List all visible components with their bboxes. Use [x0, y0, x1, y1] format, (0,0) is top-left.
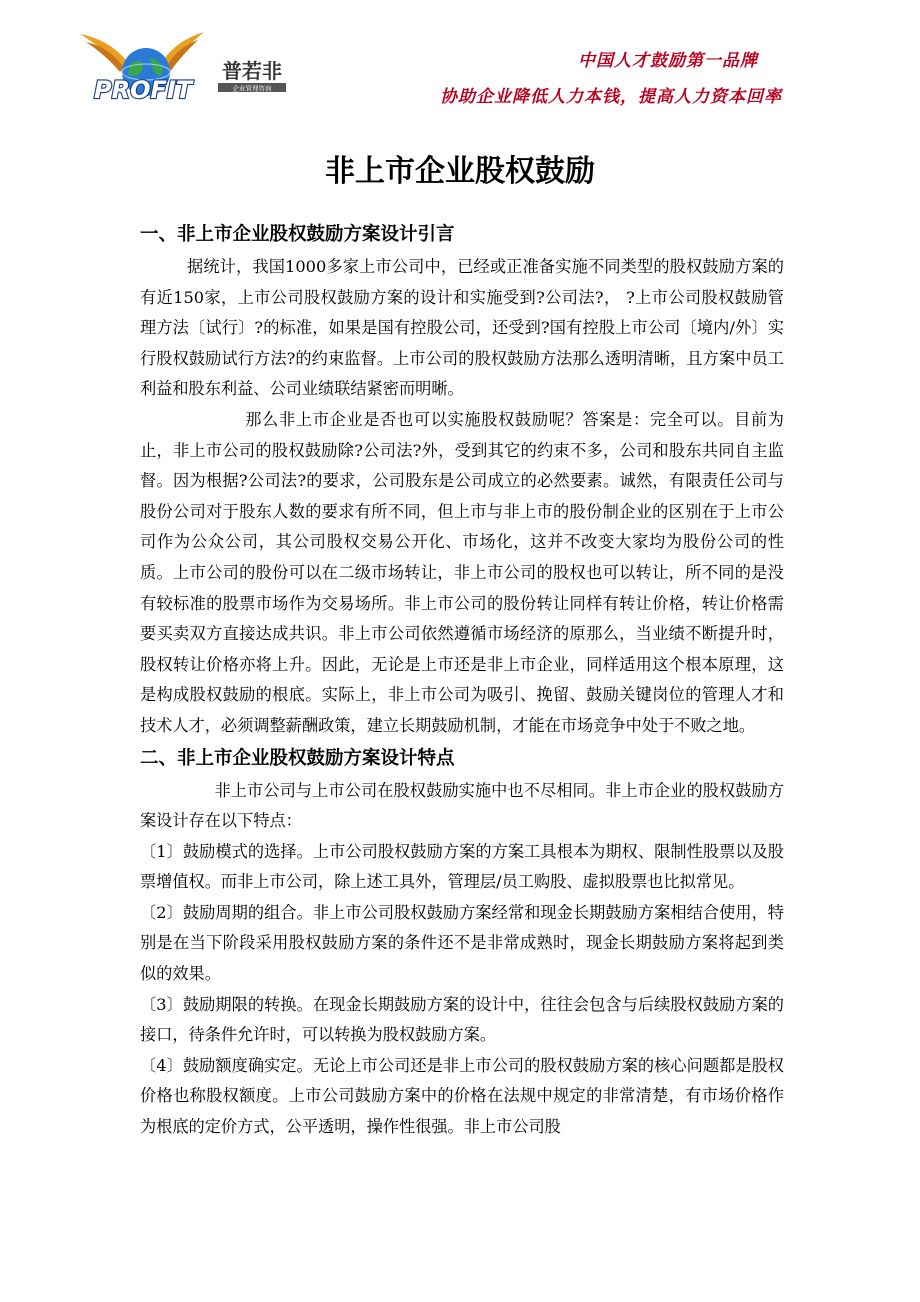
paragraph-features-intro: 非上市公司与上市公司在股权鼓励实施中也不尽相同。非上市企业的股权鼓励方案设计存在以下特点： [140, 780, 784, 831]
paragraph-feature-3: 〔3〕鼓励期限的转换。在现金长期鼓励方案的设计中，往往会包含与后续股权鼓励方案的接口，待条件允许时，可以转换为股权鼓励方案。 [140, 994, 784, 1045]
document-title: 非上市企业股权鼓励 [325, 154, 595, 189]
company-logo [72, 28, 302, 108]
paragraph-feature-2: 〔2〕鼓励周期的组合。非上市公司股权鼓励方案经常和现金长期鼓励方案相结合使用，特别是在当下阶段采用股权鼓励方案的条件还不是非常成熟时，现金长期鼓励方案将起到类似的效果。 [140, 902, 784, 984]
paragraph-feature-4: 〔4〕鼓励额度确实定。无论上市公司还是非上市公司的股权鼓励方案的核心问题都是股权价格也称股权额度。上市公司鼓励方案中的价格在法规中规定的非常清楚，有市场价格作为根底的定价方式，公平透明，操作性很强。非上市公司股 [140, 1055, 784, 1137]
paragraph-feature-1: 〔1〕鼓励模式的选择。上市公司股权鼓励方案的方案工具根本为期权、限制性股票以及股票增值权。而非上市公司，除上述工具外，管理层/员工购股、虚拟股票也比拟常见。 [140, 841, 784, 892]
slogan-mission: 协助企业降低人力本钱，提高人力资本回率 [440, 87, 782, 107]
logo-cn-name: 普若非 [222, 59, 282, 83]
logo-subtitle: 企业管理咨询 [232, 84, 272, 93]
slogan-brand: 中国人才鼓励第一品牌 [578, 51, 758, 71]
section-heading-2: 二、非上市企业股权鼓励方案设计特点 [140, 747, 455, 769]
logo-graphic [72, 28, 302, 108]
paragraph-intro-answer: 那么非上市企业是否也可以实施股权鼓励呢？答案是：完全可以。目前为止，非上市公司的股权鼓励除?公司法?外，受到其它的约束不多，公司和股东共同自主监督。因为根据?公司法?的要求，公司股东是公司成立的必然要素。诚然，有限责任公司与股份公司对于股东人数的要求有所不同，但上市与非上市的股份制企业的区别在于上市公司作为公众公司，其公司股权交易公开化、市场化，这并不改变大家均为股份公司的性质。上市公司的股份可以在二级市场转让，非上市公司的股权也可以转让，所不同的是没有较标准的股票市场作为交易场所。非上市公司的股份转让同样有转让价格，转让价格需要买卖双方直接达成共识。非上市公司依然遵循市场经济的原那么，当业绩不断提升时，股权转让价格亦将上升。因此，无论是上市还是非上市企业，同样适用这个根本原理，这是构成股权鼓励的根底。实际上，非上市公司为吸引、挽留、鼓励关键岗位的管理人才和技术人才，必须调整薪酬政策，建立长期鼓励机制，才能在市场竞争中处于不败之地。 [140, 409, 784, 735]
paragraph-intro-statistics: 据统计，我国1000多家上市公司中，已经或正准备实施不同类型的股权鼓励方案的有近150家，上市公司股权鼓励方案的设计和实施受到?公司法?， ?上市公司股权鼓励管理方法〔试行〕?的标准，如果是国有控股公司，还受到?国有控股上市公司〔境内/外〕实行股权鼓励试行方法?的约束监督。上市公司的股权鼓励方法那么透明清晰，且方案中员工利益和股东利益、公司业绩联结紧密而明晰。 [140, 257, 784, 399]
section-heading-1: 一、非上市企业股权鼓励方案设计引言 [140, 224, 455, 245]
document-body [140, 218, 784, 1143]
logo-text: PROFIT [94, 76, 193, 104]
